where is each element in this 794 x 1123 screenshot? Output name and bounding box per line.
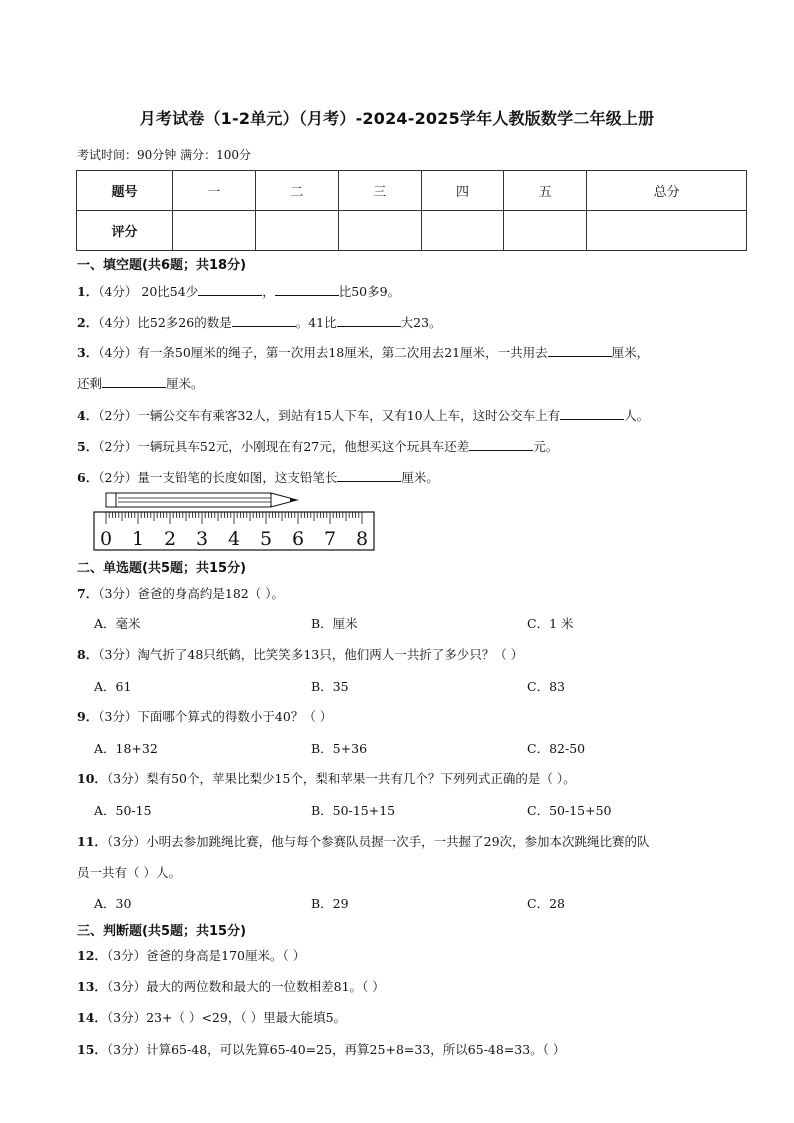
question-points: （3分） [98, 647, 138, 662]
ruler-numbers [100, 528, 368, 550]
header-cell: 题号 [77, 171, 173, 211]
question-text: 量一支铅笔的长度如图，这支铅笔长 [137, 470, 338, 485]
score-table-header-row [77, 171, 747, 211]
question-number: 5． [77, 439, 99, 454]
section-heading: 一、填空题(共6题；共18分) [77, 258, 247, 273]
question-text: 元。 [533, 439, 559, 454]
header-cell: 四 [421, 171, 504, 211]
question-13 [77, 977, 385, 995]
option-b[interactable]: B．35 [311, 679, 349, 694]
question-number: 3． [77, 345, 99, 360]
question-points: （3分） [106, 1042, 147, 1057]
question-text: 爸爸的身高约是182（ ）。 [137, 586, 284, 601]
answer-blank[interactable] [275, 283, 339, 296]
question-number: 2． [77, 315, 99, 330]
question-10 [77, 769, 576, 787]
question-text: 下面哪个算式的得数小于40？（ ） [137, 709, 333, 724]
question-text: ， [262, 284, 275, 299]
answer-blank[interactable] [198, 283, 262, 296]
section-heading: 三、判断题(共5题；共15分) [77, 924, 247, 939]
question-points: （3分） [98, 709, 138, 724]
option-a[interactable]: A．61 [94, 679, 132, 694]
option-b[interactable]: B．5+36 [311, 741, 368, 756]
question-number: 12． [77, 948, 107, 963]
exam-meta: 考试时间：90分钟 满分：100分 [77, 148, 251, 162]
score-table-score-row [77, 211, 747, 251]
option-a[interactable]: A．30 [94, 896, 132, 911]
question-points: （2分） [98, 439, 138, 454]
ruler-number: 8 [355, 528, 369, 550]
option-a[interactable]: A．毫米 [94, 616, 141, 631]
option-c[interactable]: C．1 米 [527, 616, 574, 631]
question-number: 10． [77, 771, 107, 786]
question-text: 厘米， [611, 345, 650, 360]
question-7 [77, 584, 284, 602]
question-text: 最大的两位数和最大的一位数相差81。（ ） [146, 979, 385, 994]
question-text: 一辆玩具车52元，小刚现在有27元，他想买这个玩具车还差 [137, 439, 470, 454]
answer-blank[interactable] [337, 469, 401, 482]
ruler-number: 2 [163, 528, 177, 550]
ruler-number: 6 [291, 528, 305, 550]
question-number: 4． [77, 408, 99, 423]
question-text: 厘米。 [166, 376, 204, 391]
question-14 [77, 1008, 346, 1026]
question-15 [77, 1040, 565, 1058]
question-text: 比52多26的数是 [137, 315, 232, 330]
ruler-pencil-figure [92, 490, 377, 552]
header-cell: 二 [255, 171, 338, 211]
pencil-icon [106, 493, 297, 507]
ruler-number: 0 [99, 528, 113, 550]
question-number: 14． [77, 1010, 107, 1025]
question-3-line-2 [77, 374, 204, 392]
ruler-number: 3 [195, 528, 209, 550]
header-cell: 三 [338, 171, 421, 211]
question-number: 8． [77, 647, 99, 662]
score-cell[interactable] [421, 211, 504, 251]
header-cell: 总分 [587, 171, 747, 211]
question-text: 大23。 [400, 315, 442, 330]
row-label: 评分 [77, 211, 173, 251]
option-c[interactable]: C．82-50 [527, 741, 586, 756]
header-cell: 一 [173, 171, 256, 211]
question-points: （3分） [106, 771, 147, 786]
question-text: 23+（ ）<29，（ ）里最大能填5。 [146, 1010, 347, 1025]
ruler-number: 1 [131, 528, 145, 550]
question-points: （4分） [98, 284, 138, 299]
option-b[interactable]: B．50-15+15 [311, 803, 396, 818]
question-points: （4分） [98, 315, 138, 330]
score-cell[interactable] [338, 211, 421, 251]
ruler-number: 7 [323, 528, 337, 550]
section-heading: 二、单选题(共5题；共15分) [77, 561, 247, 576]
header-cell: 五 [504, 171, 587, 211]
question-number: 9． [77, 709, 99, 724]
question-9 [77, 707, 332, 725]
score-cell[interactable] [587, 211, 747, 251]
question-number: 13． [77, 979, 107, 994]
ruler-number: 5 [259, 528, 273, 550]
question-text: 还剩 [77, 376, 103, 391]
answer-blank[interactable] [560, 407, 624, 420]
question-number: 7． [77, 586, 99, 601]
question-text: 计算65-48，可以先算65-40=25，再算25+8=33，所以65-48=33。（ ） [146, 1042, 566, 1057]
question-text: 梨有50个，苹果比梨少15个，梨和苹果一共有几个？下列列式正确的是（ ）。 [146, 771, 576, 786]
option-c[interactable]: C．50-15+50 [527, 803, 612, 818]
score-cell[interactable] [255, 211, 338, 251]
question-number: 6． [77, 470, 99, 485]
question-text: 小明去参加跳绳比赛，他与每个参赛队员握一次手，一共握了29次，参加本次跳绳比赛的队 [146, 834, 650, 849]
question-points: （3分） [106, 1010, 147, 1025]
question-text: 厘米。 [401, 470, 439, 485]
ruler-number: 4 [227, 528, 241, 550]
question-points: （2分） [98, 408, 138, 423]
question-8 [77, 645, 523, 663]
answer-blank[interactable] [232, 314, 296, 327]
question-points: （3分） [106, 948, 147, 963]
score-table [76, 170, 747, 251]
question-text: 比50多9。 [338, 284, 401, 299]
question-number: 11． [77, 834, 107, 849]
score-cell[interactable] [173, 211, 256, 251]
option-c[interactable]: C．28 [527, 896, 565, 911]
answer-blank[interactable] [548, 344, 612, 357]
question-text: 20比54少 [137, 284, 199, 299]
question-number: 1． [77, 284, 99, 299]
question-points: （3分） [98, 586, 138, 601]
answer-blank[interactable] [102, 375, 166, 388]
page-title: 月考试卷（1-2单元）（月考）-2024-2025学年人教版数学二年级上册 [139, 109, 655, 128]
question-points: （4分） [98, 345, 138, 360]
question-text: 员一共有（ ）人。 [77, 865, 181, 880]
question-2 [77, 313, 442, 331]
option-b[interactable]: B．厘米 [311, 616, 358, 631]
answer-blank[interactable] [337, 314, 401, 327]
question-6 [77, 468, 439, 486]
option-c[interactable]: C．83 [527, 679, 565, 694]
question-1 [77, 282, 400, 300]
question-text: 淘气折了48只纸鹤，比笑笑多13只，他们两人一共折了多少只？（ ） [137, 647, 524, 662]
question-3 [77, 343, 649, 361]
question-text: 有一条50厘米的绳子，第一次用去18厘米，第二次用去21厘米，一共用去 [137, 345, 548, 360]
question-points: （2分） [98, 470, 138, 485]
question-text: 爸爸的身高是170厘米。（ ） [146, 948, 306, 963]
question-number: 15． [77, 1042, 107, 1057]
question-5 [77, 437, 558, 455]
option-a[interactable]: A．50-15 [94, 803, 152, 818]
question-text: 人。 [624, 408, 650, 423]
question-points: （3分） [106, 834, 147, 849]
answer-blank[interactable] [469, 438, 533, 451]
question-points: （3分） [106, 979, 147, 994]
option-a[interactable]: A．18+32 [94, 741, 158, 756]
score-cell[interactable] [504, 211, 587, 251]
question-text: 一辆公交车有乘客32人，到站有15人下车，又有10人上车，这时公交车上有 [137, 408, 561, 423]
question-11-line-2 [77, 863, 181, 881]
question-text: 。41比 [295, 315, 337, 330]
question-12 [77, 946, 305, 964]
question-4 [77, 406, 649, 424]
question-11 [77, 832, 650, 850]
option-b[interactable]: B．29 [311, 896, 349, 911]
